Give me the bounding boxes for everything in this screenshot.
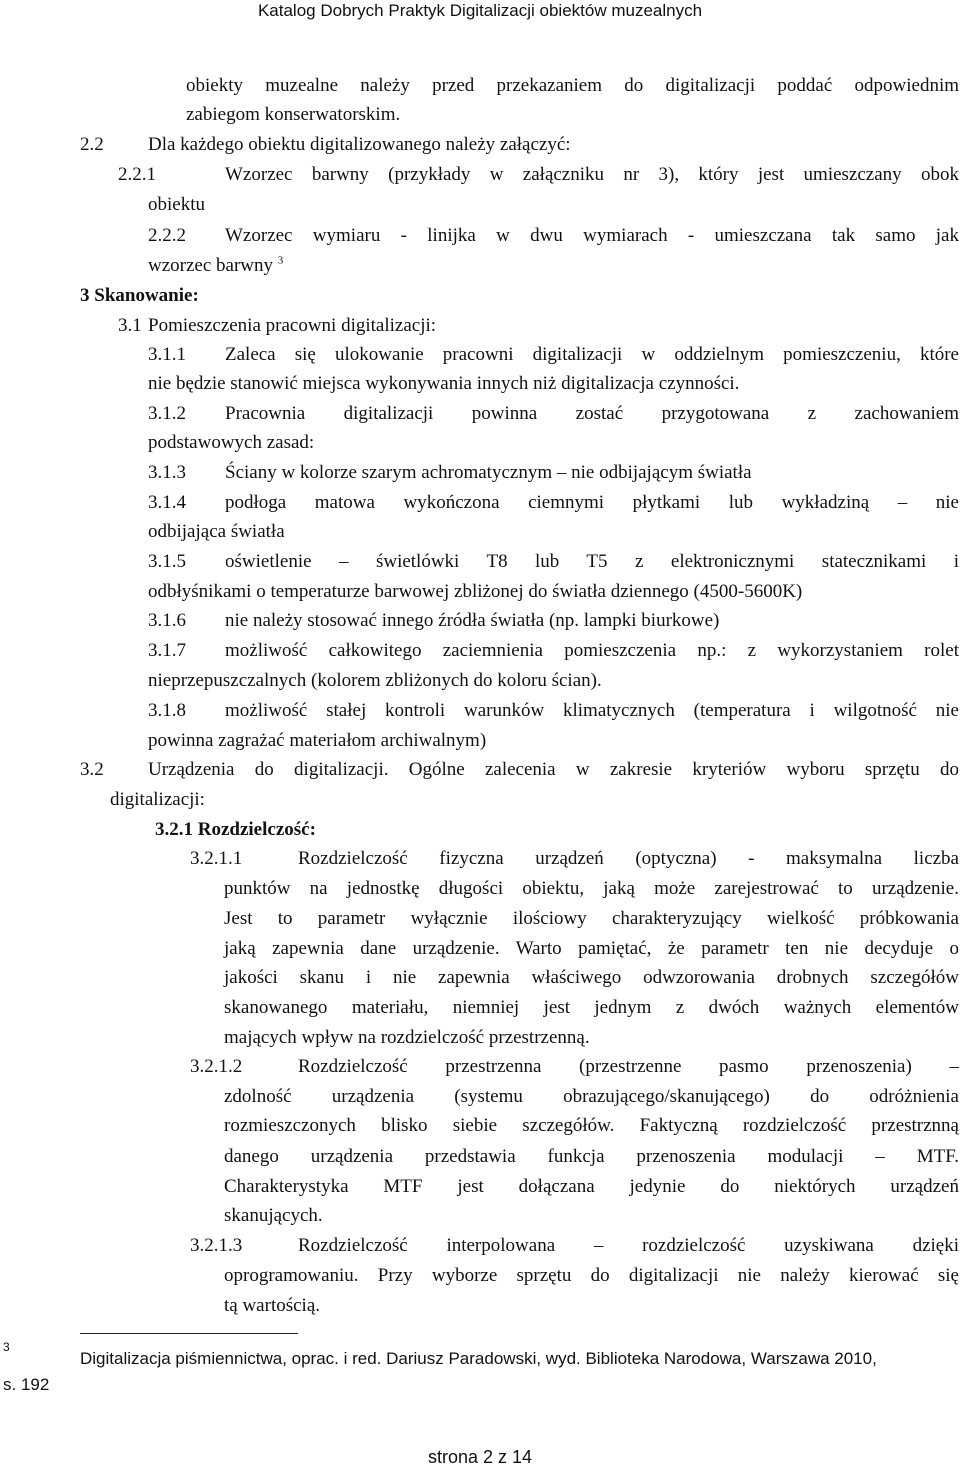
paragraph-line: Charakterystyka MTF jest dołączana jedynie do niektórych urządzeń [224, 1176, 959, 1197]
section-number: 3.1.1 [148, 344, 186, 365]
section-number: 3.1.8 [148, 700, 186, 721]
paragraph-line: Ściany w kolorze szarym achromatycznym – nie odbijającym światła [225, 462, 752, 483]
paragraph-line: jaką zapewnia dane urządzenie. Warto pamiętać, że parametr ten nie decyduje o [224, 938, 959, 959]
section-number: 3.1.6 [148, 610, 186, 631]
paragraph-line: skanujących. [224, 1205, 323, 1226]
paragraph-line: zdolność urządzenia (systemu obrazującego/skanującego) do odróżnienia [224, 1086, 959, 1107]
paragraph-line: Urządzenia do digitalizacji. Ogólne zalecenia w zakresie kryteriów wyboru sprzętu do [148, 759, 959, 780]
footnote-mark: 3 [3, 1340, 10, 1354]
paragraph-line: nie będzie stanowić miejsca wykonywania innych niż digitalizacja czynności. [148, 373, 740, 394]
paragraph-line: Pracownia digitalizacji powinna zostać przygotowana z zachowaniem [225, 403, 959, 424]
section-number: 3.1.7 [148, 640, 186, 661]
footnote-text: Digitalizacja piśmiennictwa, oprac. i red. Dariusz Paradowski, wyd. Biblioteka Narodowa, Warszawa 2010, [80, 1349, 877, 1368]
subsection-heading: 3.2.1 Rozdzielczość: [155, 819, 316, 840]
footnote-reference: 3 [277, 254, 284, 267]
paragraph-line: wzorzec barwny $^3$ [148, 254, 284, 276]
paragraph-line: oprogramowaniu. Przy wyborze sprzętu do digitalizacji nie należy kierować się [224, 1265, 959, 1286]
paragraph-line: możliwość stałej kontroli warunków klimatycznych (temperatura i wilgotność nie [225, 700, 959, 721]
paragraph-line: Zaleca się ulokowanie pracowni digitalizacji w oddzielnym pomieszczeniu, które [225, 344, 959, 365]
paragraph-line: Rozdzielczość fizyczna urządzeń (optyczna) - maksymalna liczba [298, 848, 959, 869]
section-number: 2.2 [80, 134, 104, 155]
section-number: 3.1.4 [148, 492, 186, 513]
paragraph-line: obiekty muzealne należy przed przekazaniem do digitalizacji poddać odpowiednim [186, 75, 959, 96]
section-number: 3.1.2 [148, 403, 186, 424]
paragraph-line: jakości skanu i nie zapewnia właściwego odwzorowania drobnych szczegółów [224, 967, 959, 988]
section-number: 3.2.1.1 [190, 848, 243, 869]
paragraph-line: obiektu [148, 194, 205, 215]
paragraph-line: Rozdzielczość interpolowana – rozdzielczość uzyskiwana dzięki [298, 1235, 959, 1256]
section-number: 3.1.5 [148, 551, 186, 572]
paragraph-line: oświetlenie – świetlówki T8 lub T5 z elektronicznymi statecznikami i [225, 551, 959, 572]
paragraph-line: digitalizacji: [110, 789, 205, 810]
paragraph-line: skanowanego materiału, niemniej jest jednym z dwóch ważnych elementów [224, 997, 959, 1018]
paragraph-line: Jest to parametr wyłącznie ilościowy charakteryzujący wielkość próbkowania [224, 908, 959, 929]
paragraph-line: Wzorzec barwny (przykłady w załączniku nr 3), który jest umieszczany obok [225, 164, 959, 185]
paragraph-line: powinna zagrażać materiałom archiwalnym) [148, 730, 487, 751]
paragraph-line: tą wartością. [224, 1295, 321, 1316]
paragraph-line: nie należy stosować innego źródła światła (np. lampki biurkowe) [225, 610, 720, 631]
section-number: 3.1.3 [148, 462, 186, 483]
section-number: 2.2.2 [148, 225, 186, 246]
paragraph-line: mających wpływ na rozdzielczość przestrzenną. [224, 1027, 590, 1048]
footnote-separator [80, 1333, 298, 1334]
paragraph-line: danego urządzenia przedstawia funkcja przenoszenia modulacji – MTF. [224, 1146, 959, 1167]
section-number: 3.2.1.3 [190, 1235, 243, 1256]
paragraph-line: Rozdzielczość przestrzenna (przestrzenne pasmo przenoszenia) – [298, 1056, 959, 1077]
paragraph-line: podstawowych zasad: [148, 432, 315, 453]
paragraph-line: Wzorzec wymiaru - linijka w dwu wymiarach - umieszczana tak samo jak [225, 225, 959, 246]
page-number: strona 2 z 14 [427, 1447, 533, 1467]
footnote-text-continued: s. 192 [3, 1375, 50, 1394]
paragraph-line: rozmieszczonych blisko siebie szczegółów. Faktyczną rozdzielczość przestrznną [224, 1115, 959, 1136]
paragraph-line: punktów na jednostkę długości obiektu, jaką może zarejestrować to urządzenie. [224, 878, 959, 899]
paragraph-line: odbijająca światła [148, 521, 285, 542]
running-header: Katalog Dobrych Praktyk Digitalizacji obiektów muzealnych [257, 1, 703, 20]
paragraph-line: zabiegom konserwatorskim. [186, 104, 401, 125]
section-number: 2.2.1 [118, 164, 156, 185]
section-number: 3.1 [118, 315, 142, 336]
section-number: 3.2 [80, 759, 104, 780]
section-heading: 3 Skanowanie: [80, 285, 199, 306]
paragraph-line: podłoga matowa wykończona ciemnymi płytkami lub wykładziną – nie [225, 492, 959, 513]
paragraph-line: odbłyśnikami o temperaturze barwowej zbliżonej do światła dziennego (4500-5600K) [148, 581, 803, 602]
paragraph-line: Dla każdego obiektu digitalizowanego należy załączyć: [148, 134, 571, 155]
section-number: 3.2.1.2 [190, 1056, 243, 1077]
paragraph-line: możliwość całkowitego zaciemnienia pomieszczenia np.: z wykorzystaniem rolet [225, 640, 959, 661]
paragraph-line: nieprzepuszczalnych (kolorem zbliżonych do koloru ścian). [148, 670, 602, 691]
subsection-heading: Pomieszczenia pracowni digitalizacji: [148, 315, 437, 336]
